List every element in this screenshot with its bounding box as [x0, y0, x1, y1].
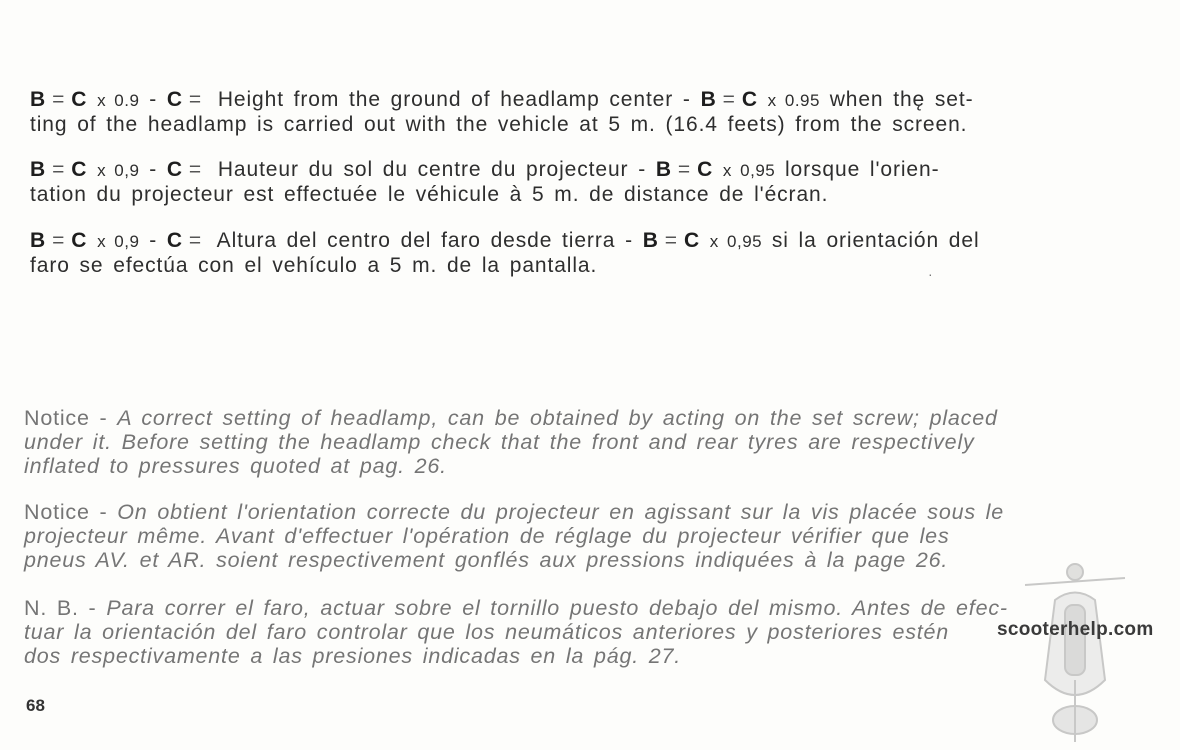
separator: - [638, 158, 647, 181]
notice-french-line-1 [24, 500, 1124, 524]
notice-english [24, 406, 1124, 478]
equals-sign: = [188, 158, 203, 181]
notice-spanish-line-1 [24, 596, 1124, 620]
separator: - [149, 229, 158, 252]
notice-english-line-1 [24, 406, 1124, 430]
separator: - [625, 229, 633, 252]
notice-lead: Notice - [24, 406, 108, 430]
notice-french-line-3: pneus AV. et AR. soient respectivement gonflés aux pressions indiquées à la page 26. [24, 548, 949, 572]
notice-spanish-line-3: dos respectivamente a las presiones indicadas en la pág. 27. [24, 644, 682, 668]
paragraph-english-line-1 [30, 88, 1125, 113]
separator: - [682, 88, 691, 111]
equals-sign: = [188, 229, 203, 252]
factor-095: x 0,95 [722, 161, 776, 180]
equals-sign: = [52, 158, 66, 181]
factor-09: x 0,9 [97, 232, 140, 251]
separator: - [149, 158, 158, 181]
watermark-text: scooterhelp.com [997, 619, 1154, 640]
condition-text: lorsque l'orien- [784, 158, 940, 181]
factor-095: x 0.95 [767, 91, 820, 110]
notice-text: A correct setting of headlamp, can be obtained by acting on the set screw; placed [117, 406, 998, 430]
symbol-b: B [642, 229, 659, 252]
equals-sign: = [677, 158, 692, 181]
symbol-c: C [166, 158, 183, 181]
symbol-b: B [30, 229, 47, 252]
symbol-c: C [683, 229, 701, 252]
paragraph-french [30, 158, 1125, 207]
notice-english-line-2: under it. Before setting the headlamp check that the front and rear tyres are respectively [24, 430, 975, 454]
symbol-c: C [71, 229, 88, 252]
separator: - [149, 88, 158, 111]
condition-text: si la orientación del [771, 229, 980, 252]
symbol-c: C [166, 229, 183, 252]
scooter-icon [1010, 560, 1140, 745]
equals-sign: = [664, 229, 678, 252]
equals-sign: = [52, 229, 66, 252]
notice-spanish [24, 596, 1124, 668]
factor-09: x 0,9 [97, 161, 140, 180]
symbol-c: C [166, 88, 183, 111]
notice-french [24, 500, 1124, 572]
paragraph-english [30, 88, 1125, 137]
definition-text: Height from the ground of headlamp center [217, 88, 674, 111]
notice-french-line-2: projecteur même. Avant d'effectuer l'opération de réglage du projecteur vérifier que les [24, 524, 950, 548]
equals-sign: = [722, 88, 736, 111]
equals-sign: = [52, 88, 66, 111]
symbol-c: C [697, 158, 714, 181]
symbol-c: C [71, 88, 88, 111]
paragraph-french-line-1 [30, 158, 1125, 183]
symbol-b: B [30, 88, 47, 111]
notice-english-line-3: inflated to pressures quoted at pag. 26. [24, 454, 447, 478]
definition-text: Hauteur du sol du centre du projecteur [217, 158, 629, 181]
symbol-b: B [30, 158, 47, 181]
notice-lead: N. B. - [24, 596, 97, 620]
definition-text: Altura del centro del faro desde tierra [216, 229, 616, 252]
notice-text: Para correr el faro, actuar sobre el tornillo puesto debajo del mismo. Antes de efec- [106, 596, 1008, 620]
paragraph-french-line-2: tation du projecteur est effectuée le véhicule à 5 m. de distance de l'écran. [30, 183, 829, 206]
paragraph-spanish [30, 229, 1125, 278]
factor-095: x 0,95 [709, 232, 763, 251]
page-number: 68 [26, 696, 45, 715]
symbol-b: B [700, 88, 717, 111]
notice-spanish-line-2: tuar la orientación del faro controlar que los neumáticos anteriores y posteriores estén [24, 620, 950, 644]
notice-text: On obtient l'orientation correcte du projecteur en agissant sur la vis placée sous le [117, 500, 1004, 524]
equals-sign: = [188, 88, 203, 111]
symbol-c: C [741, 88, 758, 111]
symbol-b: B [655, 158, 672, 181]
symbol-c: C [71, 158, 88, 181]
factor-09: x 0.9 [97, 91, 140, 110]
paragraph-english-line-2: ting of the headlamp is carried out with the vehicle at 5 m. (16.4 feets) from the screen. [30, 113, 968, 136]
paragraph-spanish-line-2: faro se efectúa con el vehículo a 5 m. de la pantalla. [30, 254, 598, 277]
paragraph-spanish-line-1 [30, 229, 1125, 254]
notice-lead: Notice - [24, 500, 108, 524]
condition-text: when thę set- [829, 88, 974, 111]
print-speck: · [928, 266, 933, 282]
